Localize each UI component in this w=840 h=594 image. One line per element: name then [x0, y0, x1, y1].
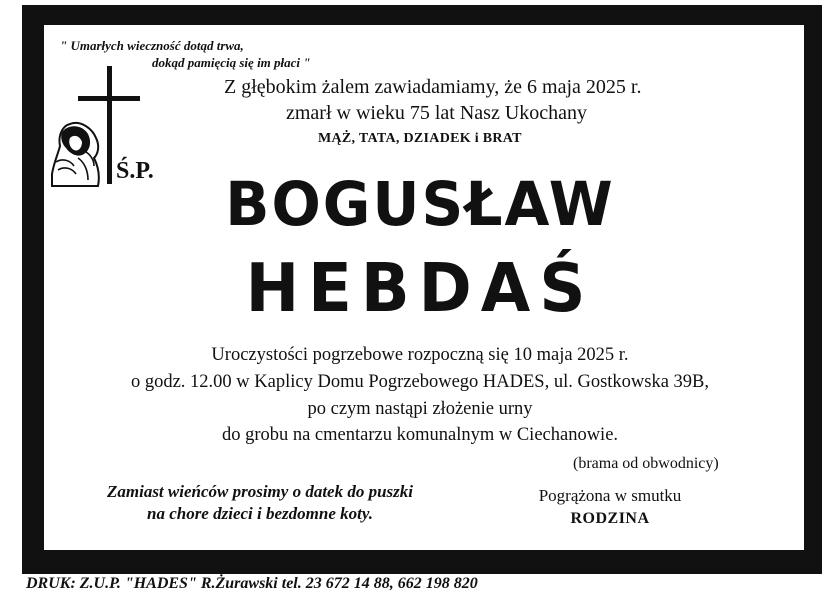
- family-signature: RODZINA: [570, 510, 650, 527]
- announcement-line-1: Z głębokim żalem zawiadamiamy, że 6 maja 2025 r.: [224, 76, 642, 98]
- deceased-last-name: HEBDAŚ: [245, 250, 595, 328]
- funeral-line-1: Uroczystości pogrzebowe rozpoczną się 10 maja 2025 r.: [211, 345, 629, 365]
- printer-footer: DRUK: Z.U.P. "HADES" R.Żurawski tel. 23 672 14 88, 662 198 820: [26, 575, 478, 592]
- deceased-first-name: BOGUSŁAW: [225, 168, 615, 240]
- request-line-1: Zamiast wieńców prosimy o datek do puszki: [106, 482, 414, 501]
- sp-label: Ś.P.: [116, 158, 154, 184]
- announcement-line-2: zmarł w wieku 75 lat Nasz Ukochany: [286, 102, 588, 124]
- funeral-line-2: o godz. 12.00 w Kaplicy Domu Pogrzebowego HADES, ul. Gostkowska 39B,: [130, 372, 710, 392]
- funeral-line-4: do grobu na cmentarzu komunalnym w Ciechanowie.: [221, 425, 619, 445]
- mourners-text: Pogrążona w smutku: [538, 486, 682, 505]
- funeral-line-3: po czym nastąpi złożenie urny: [307, 399, 533, 419]
- quote-line-2: dokąd pamięcią się im płaci ": [152, 55, 311, 70]
- gate-note: (brama od obwodnicy): [573, 455, 719, 472]
- request-line-2: na chore dzieci i bezdomne koty.: [146, 504, 373, 523]
- quote-line-1: " Umarłych wieczność dotąd trwa,: [60, 38, 244, 53]
- relation-text: MĄŻ, TATA, DZIADEK i BRAT: [318, 131, 522, 146]
